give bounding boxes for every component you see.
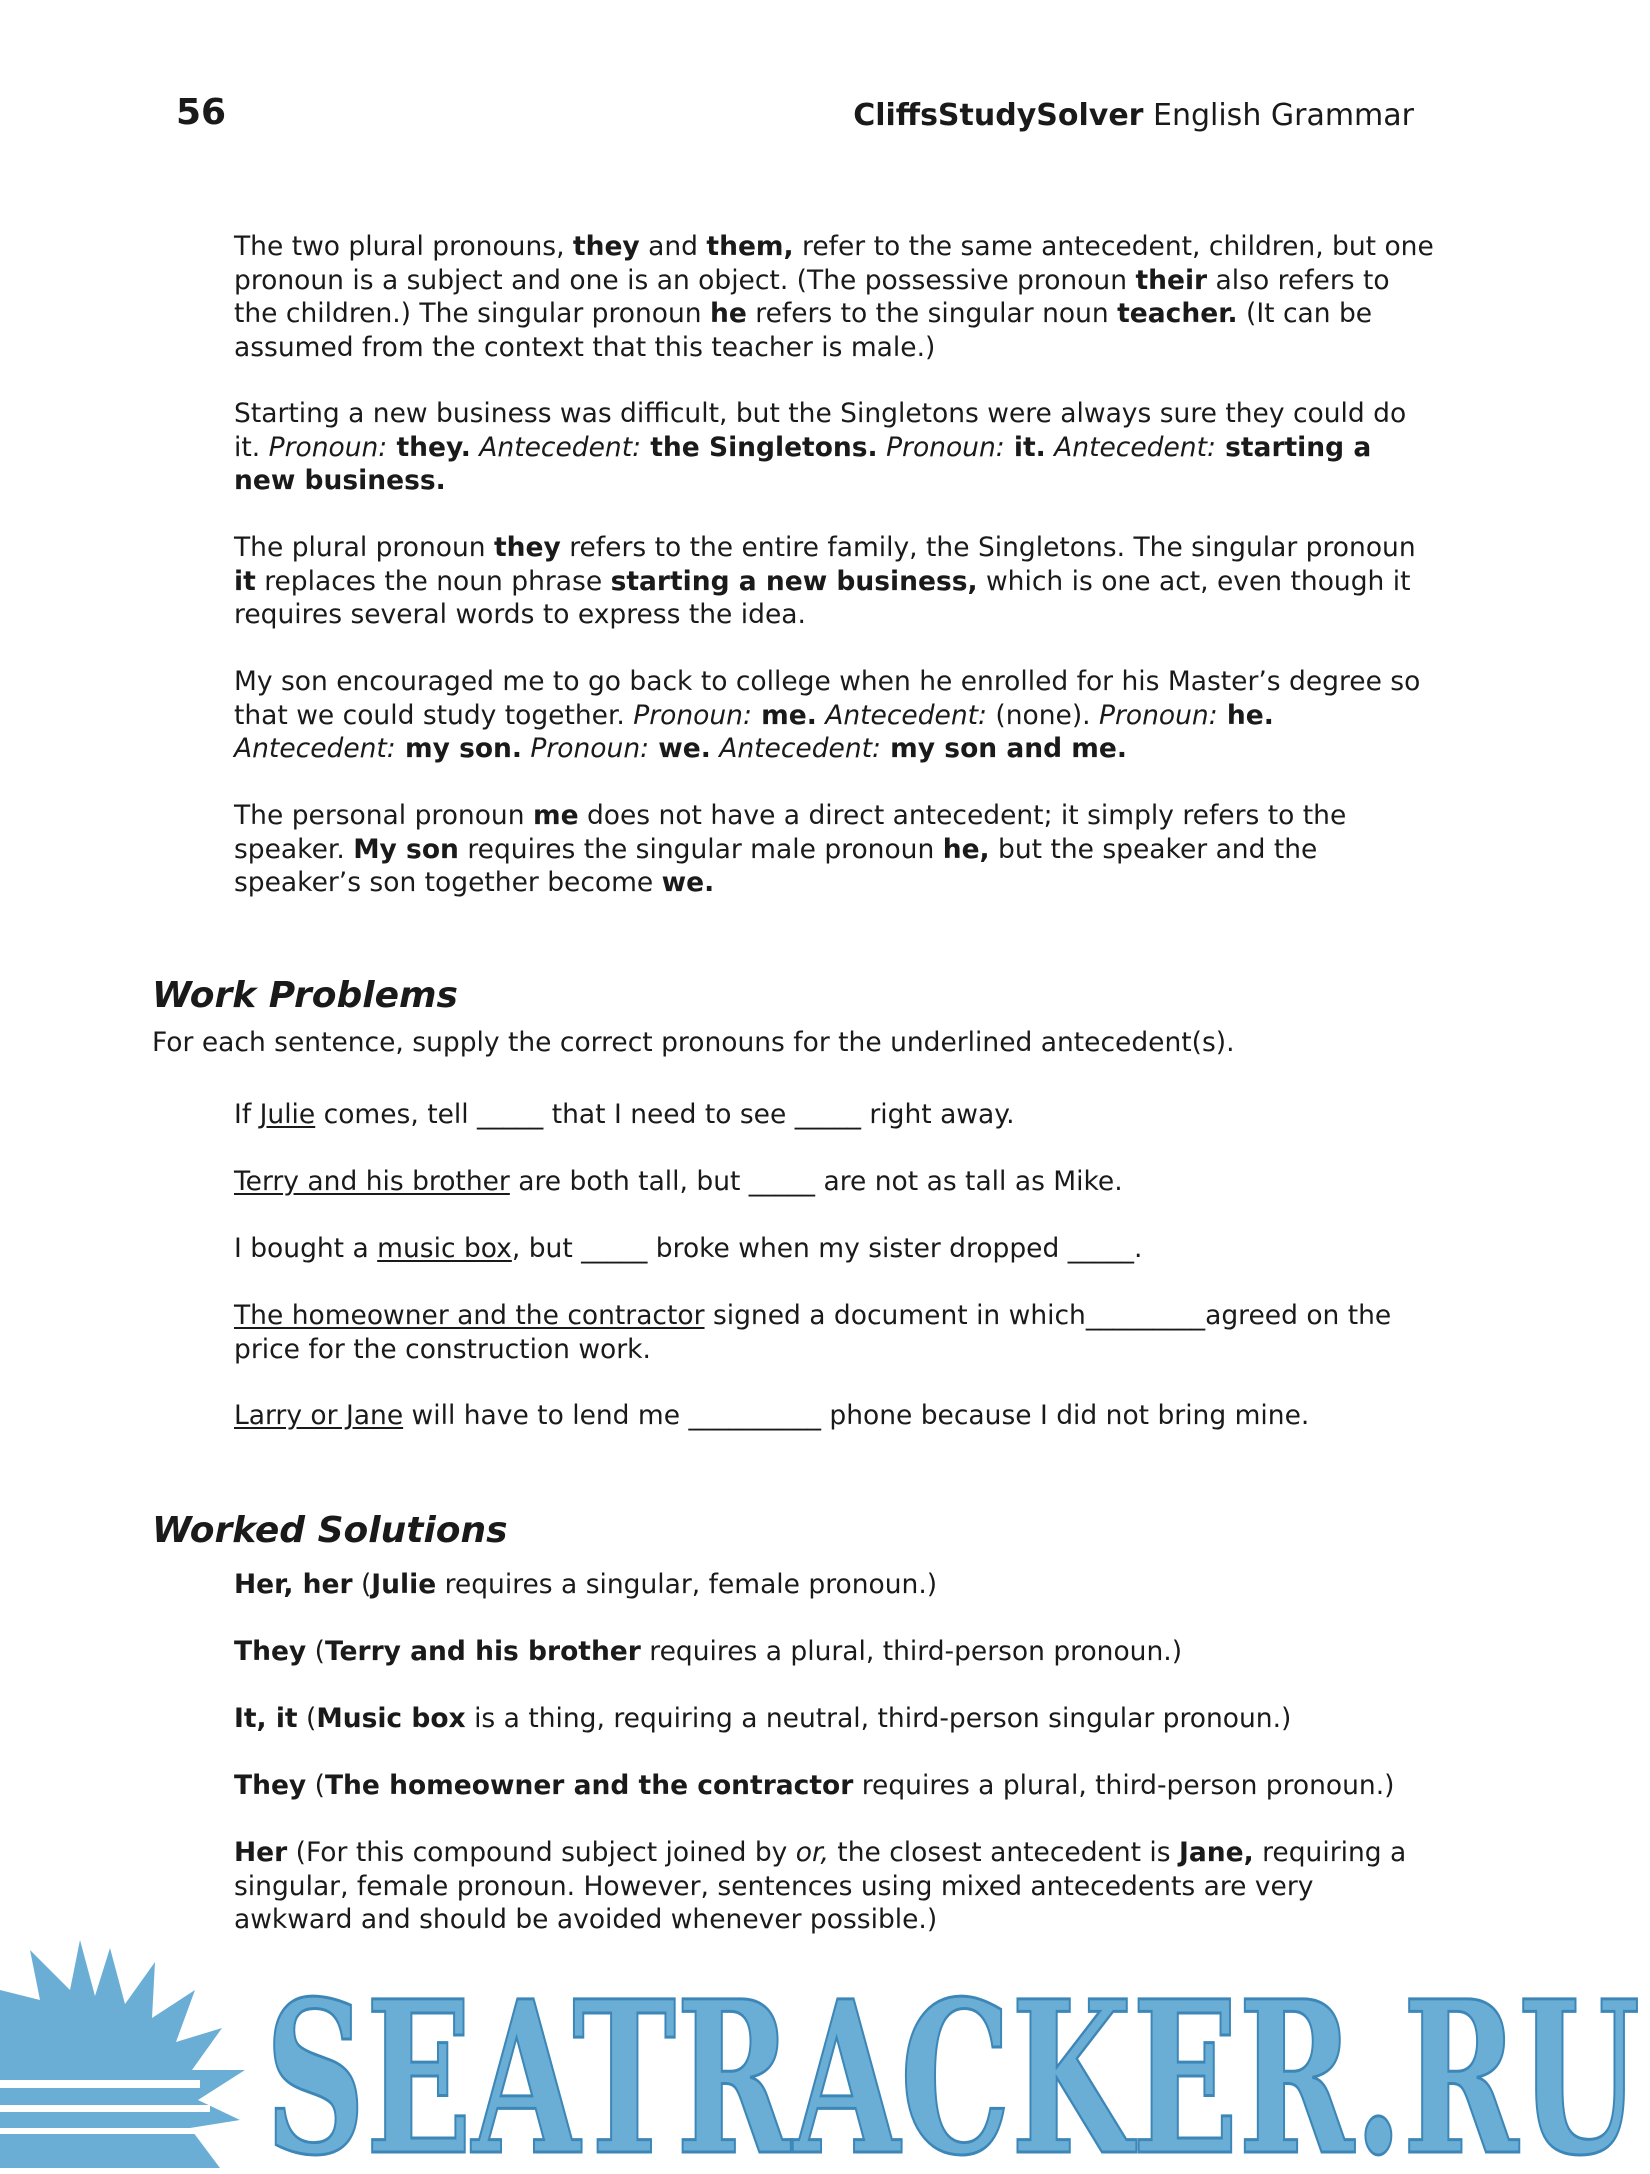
- watermark-text: SEATRACKER.RU: [265, 1955, 1640, 2174]
- solution-5: Her (For this compound subject joined by or, the closest antecedent is Jane, requiring a singular, female pronoun. However, sentences using mixed antecedents are very awkward and should be avoided whenever possible.): [234, 1837, 1407, 1935]
- problem-2: Terry and his brother are both tall, but _____ are not as tall as Mike.: [234, 1166, 1123, 1197]
- running-header: [853, 98, 1414, 133]
- example-paragraph-3: The plural pronoun they refers to the entire family, the Singletons. The singular pronoun it replaces the noun phrase starting a new business, which is one act, even though it requires several words to express the idea.: [234, 532, 1416, 630]
- worked-solutions-heading: Worked Solutions: [152, 1510, 508, 1551]
- solution-3: It, it (Music box is a thing, requiring a neutral, third-person singular pronoun.): [234, 1703, 1292, 1734]
- solution-4: They (The homeowner and the contractor requires a plural, third-person pronoun.): [234, 1770, 1395, 1801]
- page-number: 56: [176, 92, 227, 133]
- problem-3: I bought a music box, but _____ broke when my sister dropped _____.: [234, 1233, 1143, 1264]
- example-paragraph-5: The personal pronoun me does not have a direct antecedent; it simply refers to the speaker. My son requires the singular male pronoun he, but the speaker and the speaker’s son together become we.: [234, 800, 1347, 898]
- example-paragraph-2: Starting a new business was difficult, but the Singletons were always sure they could do it. Pronoun: they. Antecedent: the Singletons. Pronoun: it. Antecedent: starting a new business.: [234, 398, 1407, 496]
- sun-logo-icon: [0, 1940, 245, 2168]
- problem-5: Larry or Jane will have to lend me __________ phone because I did not bring mine.: [234, 1400, 1310, 1431]
- watermark: [0, 1930, 1650, 2174]
- example-paragraph-4: My son encouraged me to go back to college when he enrolled for his Master’s degree so that we could study together. Pronoun: me. Antecedent: (none). Pronoun: he. Antecedent: my son. Pronoun: we. Antecedent: my son and me.: [234, 666, 1421, 764]
- brand-name: CliffsStudySolver: [853, 98, 1144, 133]
- work-problems-intro: For each sentence, supply the correct pronouns for the underlined antecedent(s).: [152, 1027, 1235, 1058]
- problem-4: The homeowner and the contractor signed a document in which_________agreed on the price for the construction work.: [234, 1300, 1392, 1365]
- example-paragraph-1: The two plural pronouns, they and them, refer to the same antecedent, children, but one pronoun is a subject and one is an object. (The possessive pronoun their also refers to the children.) The singular pronoun he refers to the singular noun teacher. (It can be assumed from the context that this teacher is male.): [234, 231, 1434, 363]
- problem-1: If Julie comes, tell _____ that I need to see _____ right away.: [234, 1099, 1015, 1130]
- book-title: English Grammar: [1143, 98, 1414, 133]
- solution-1: Her, her (Julie requires a singular, female pronoun.): [234, 1569, 938, 1600]
- solution-2: They (Terry and his brother requires a plural, third-person pronoun.): [234, 1636, 1183, 1667]
- work-problems-heading: Work Problems: [152, 975, 458, 1016]
